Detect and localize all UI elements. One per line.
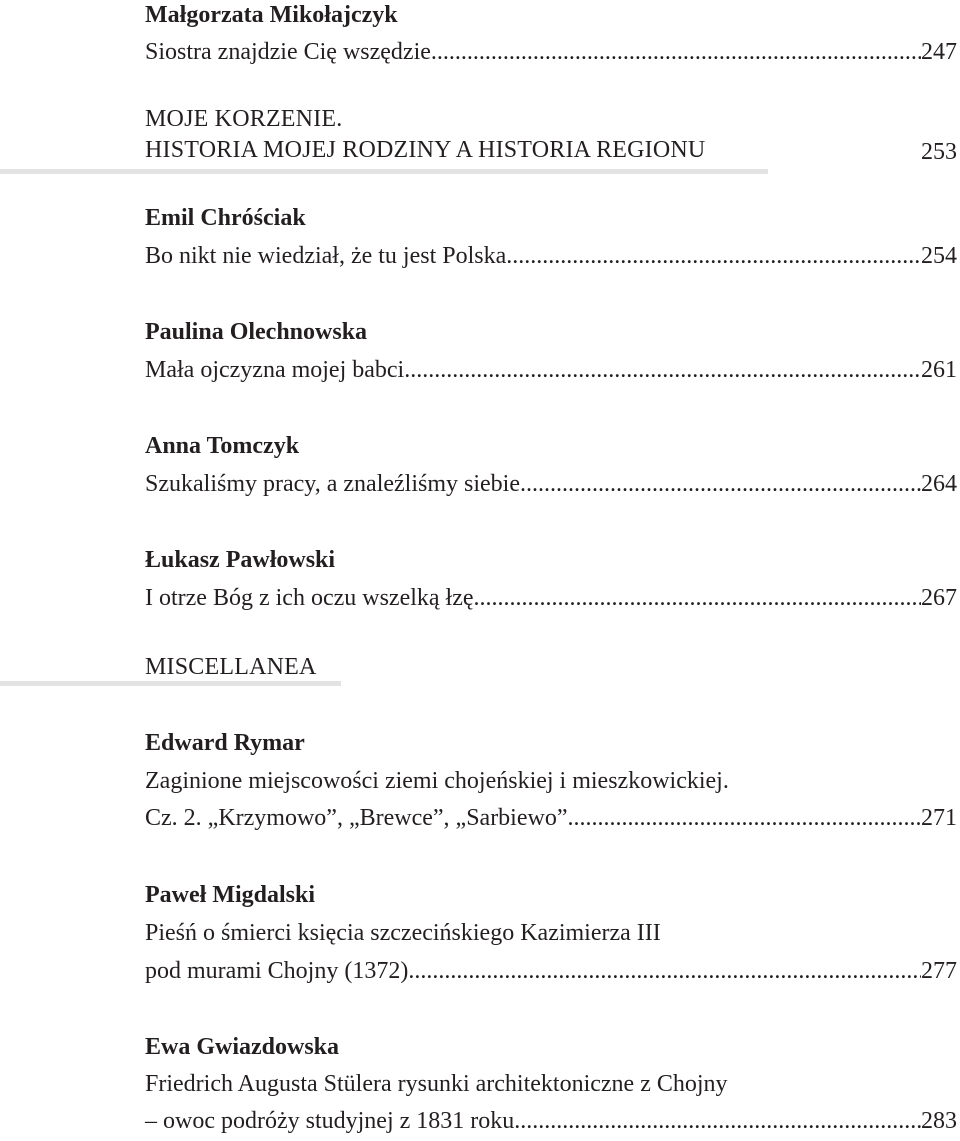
- entry-author: Małgorzata Mikołajczyk: [145, 2, 398, 28]
- section-rule: [0, 681, 341, 686]
- entry-author: Łukasz Pawłowski: [145, 547, 336, 573]
- entry-title: I otrze Bóg z ich oczu wszelką łzę: [145, 585, 474, 611]
- entry-author: Edward Rymar: [145, 730, 305, 756]
- entry-author: Paulina Olechnowska: [145, 319, 368, 345]
- entry-title: Cz. 2. „Krzymowo”, „Brewce”, „Sarbiewo”: [145, 805, 568, 831]
- entry-title: Bo nikt nie wiedział, że tu jest Polska.: [145, 243, 513, 269]
- entry-title: Siostra znajdzie Cię wszędzie: [145, 39, 431, 65]
- entry-page-number: 283: [921, 1108, 957, 1134]
- entry-page-number: 264: [921, 471, 957, 497]
- dot-leader: [474, 583, 921, 613]
- toc-entry-link[interactable]: [145, 1106, 957, 1136]
- dot-leader: [408, 956, 921, 986]
- toc-entry-link[interactable]: [145, 803, 957, 833]
- dot-leader: [520, 469, 921, 499]
- section-heading-line2: HISTORIA MOJEJ RODZINY A HISTORIA REGIONU: [145, 137, 706, 163]
- toc-entry-link[interactable]: [145, 241, 957, 271]
- entry-title-line1: Pieśń o śmierci księcia szczecińskiego Kazimierza III: [145, 920, 661, 946]
- entry-author: Anna Tomczyk: [145, 433, 300, 459]
- toc-entry-link[interactable]: [145, 469, 957, 499]
- entry-title: pod murami Chojny (1372): [145, 958, 409, 984]
- entry-title-line1: Zaginione miejscowości ziemi chojeńskiej i mieszkowickiej.: [145, 768, 729, 794]
- dot-leader: [512, 241, 921, 271]
- entry-page-number: 271: [921, 805, 957, 831]
- toc-entry-link[interactable]: [145, 956, 957, 986]
- toc-entry-link[interactable]: [145, 355, 957, 385]
- dot-leader: [567, 803, 921, 833]
- section-heading: MOJE KORZENIE.: [145, 106, 343, 132]
- section-page-number: 253: [921, 139, 957, 165]
- entry-page-number: 261: [921, 357, 957, 383]
- entry-author: Emil Chróściak: [145, 205, 306, 231]
- dot-leader: [514, 1106, 921, 1136]
- toc-entry-link[interactable]: [145, 37, 957, 67]
- entry-page-number: 254: [921, 243, 957, 269]
- dot-leader: [431, 37, 921, 67]
- section-rule: [0, 169, 768, 174]
- entry-page-number: 277: [921, 958, 957, 984]
- dot-leader: [410, 355, 921, 385]
- section-heading: MISCELLANEA: [145, 654, 317, 680]
- entry-title: Mała ojczyzna mojej babci.: [145, 357, 411, 383]
- entry-author: Paweł Migdalski: [145, 882, 316, 908]
- entry-title-line1: Friedrich Augusta Stülera rysunki architektoniczne z Chojny: [145, 1071, 728, 1097]
- entry-title: – owoc podróży studyjnej z 1831 roku: [145, 1108, 515, 1134]
- toc-entry-link[interactable]: [145, 583, 957, 613]
- entry-title: Szukaliśmy pracy, a znaleźliśmy siebie: [145, 471, 520, 497]
- entry-page-number: 247: [921, 39, 957, 65]
- entry-page-number: 267: [921, 585, 957, 611]
- entry-author: Ewa Gwiazdowska: [145, 1034, 340, 1060]
